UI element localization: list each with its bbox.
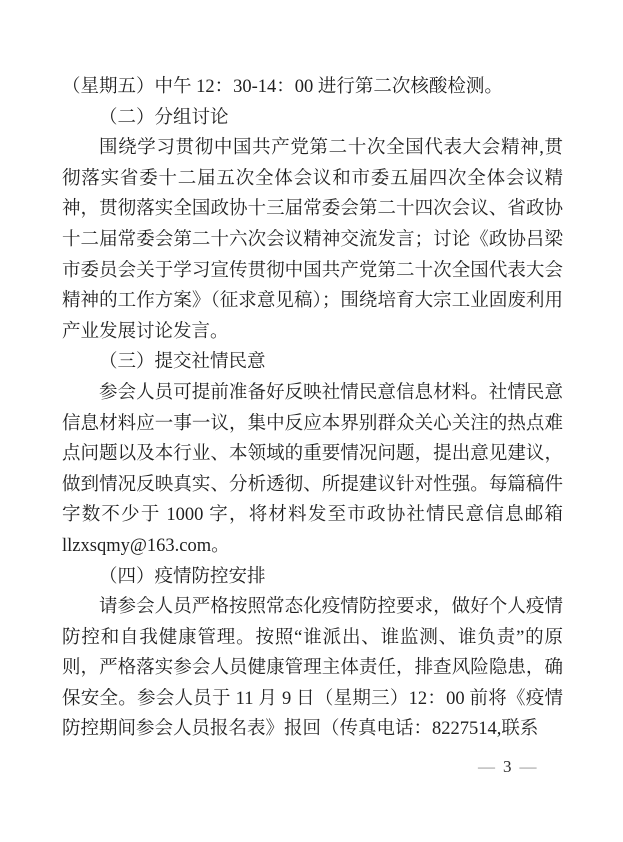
section-heading-3: （三）提交社情民意: [99, 352, 266, 373]
document-body: [62, 72, 563, 745]
section-4-body: 请参会人员严格按照常态化疫情防控要求，做好个人疫情防控和自我健康管理。按照“谁派出、谁监测、谁负责”的原则，严格落实参会人员健康管理主体责任，排查风险隐患，确保安全。参会人员于 11 月 9 日（星期三）12：00 前将《疫情防控期间参会人员报名表》报回（传真电话：8227514,联系: [62, 597, 563, 740]
paragraph-continuation: （星期五）中午 12：30-14：00 进行第二次核酸检测。: [62, 77, 503, 97]
section-heading-2: （二）分组讨论: [99, 107, 229, 128]
page-number-dash-right: —: [519, 757, 538, 776]
page-number-dash-left: —: [478, 757, 496, 776]
section-2-body: 围绕学习贯彻中国共产党第二十次全国代表大会精神,贯彻落实省委十二届五次全体会议和市委五届四次全体会议精神，贯彻落实全国政协十三届常委会第二十四次会议、省政协十二届常委会第二十六次会议精神交流发言；讨论《政协吕梁市委员会关于学习宣传贯彻中国共产党第二十次全国代表大会精神的工作方案》（征求意见稿）；围绕培育大宗工业固废利用产业发展讨论发言。: [62, 138, 563, 342]
page-number: [478, 757, 538, 777]
page-number-value: 3: [503, 757, 513, 776]
section-heading-4: （四）疫情防控安排: [99, 566, 266, 587]
section-3-body: 参会人员可提前准备好反映社情民意信息材料。社情民意信息材料应一事一议，集中反应本界别群众关心关注的热点难点问题以及本行业、本领域的重要情况问题，提出意见建议，做到情况反映真实、分析透彻、所提建议针对性强。每篇稿件字数不少于 1000 字，将材料发至市政协社情民意信息邮箱llzxsqmy@163.com。: [62, 382, 563, 556]
